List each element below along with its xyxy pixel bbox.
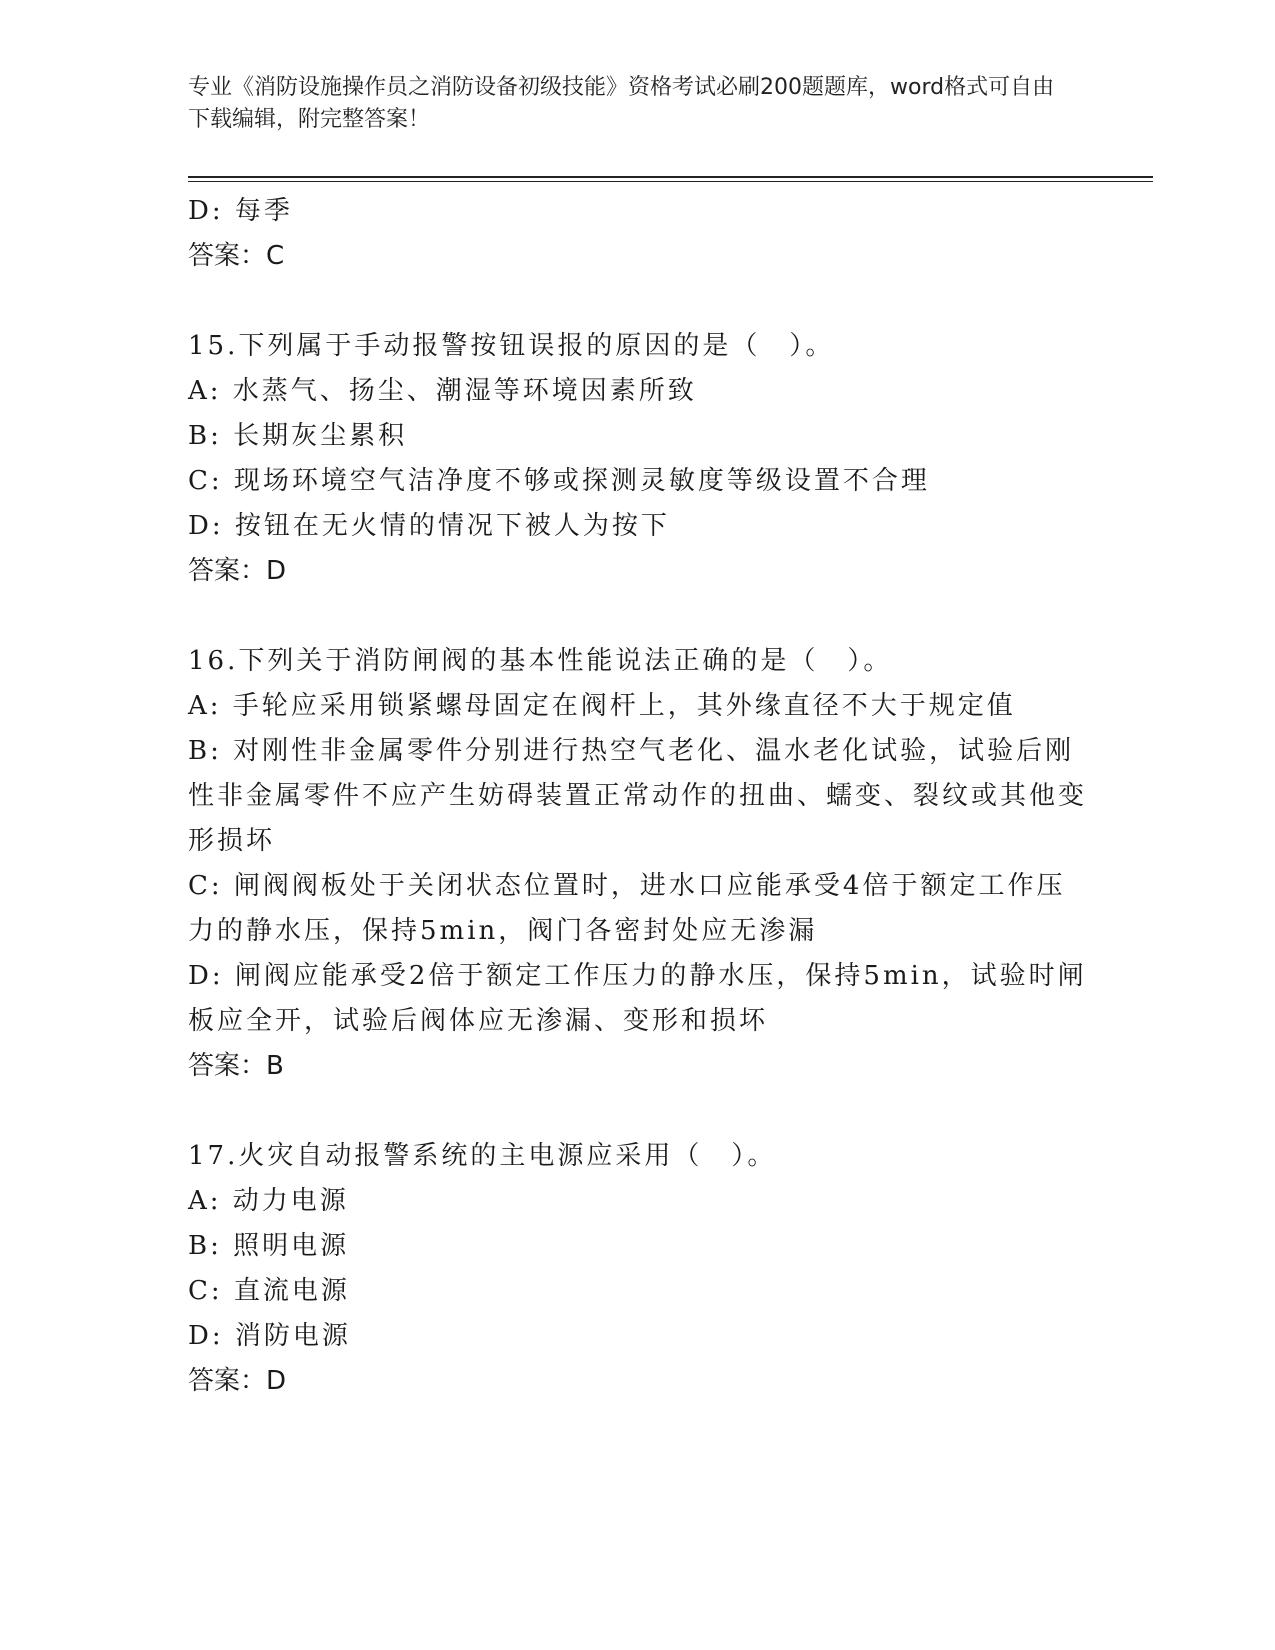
- option-c: C: 闸阀阀板处于关闭状态位置时，进水口应能承受4倍于额定工作压力的静水压，保持5min，阀门各密封处应无渗漏: [188, 871, 1066, 946]
- option-b: B: 长期灰尘累积: [188, 421, 408, 451]
- spacer: [188, 594, 1088, 639]
- option-a: A: 动力电源: [188, 1186, 349, 1216]
- answer: 答案：D: [188, 556, 287, 586]
- option-d: D: 消防电源: [188, 1321, 351, 1351]
- question-17: [188, 1134, 1088, 1404]
- option-d: D: 闸阀应能承受2倍于额定工作压力的静水压，保持5min，试验时闸板应全开，试验后阀体应无渗漏、变形和损坏: [188, 961, 1087, 1036]
- question-15: [188, 324, 1088, 594]
- option-c: C: 直流电源: [188, 1276, 350, 1306]
- option-d: D: 按钮在无火情的情况下被人为按下: [188, 511, 670, 541]
- answer: 答案：D: [188, 1366, 287, 1396]
- answer: 答案：B: [188, 1051, 284, 1081]
- option-a: A: 水蒸气、扬尘、潮湿等环境因素所致: [188, 376, 697, 406]
- question-stem: 17.火灾自动报警系统的主电源应采用（ ）。: [188, 1141, 777, 1171]
- option-d-continued: D: 每季: [188, 196, 293, 226]
- question-stem: 16.下列关于消防闸阀的基本性能说法正确的是（ ）。: [188, 646, 893, 676]
- option-b: B: 对刚性非金属零件分别进行热空气老化、温水老化试验，试验后刚性非金属零件不应产生妨碍装置正常动作的扭曲、蠕变、裂纹或其他变形损坏: [188, 736, 1088, 856]
- answer-continued: 答案：C: [188, 241, 285, 271]
- spacer: [188, 279, 1088, 324]
- spacer: [188, 1089, 1088, 1134]
- header-rule: [188, 176, 1153, 178]
- option-c: C: 现场环境空气洁净度不够或探测灵敏度等级设置不合理: [188, 466, 930, 496]
- question-16: [188, 639, 1088, 1089]
- question-stem: 15.下列属于手动报警按钮误报的原因的是（ ）。: [188, 331, 835, 361]
- option-b: B: 照明电源: [188, 1231, 350, 1261]
- header-rule-thin: [188, 181, 1153, 182]
- option-a: A: 手轮应采用锁紧螺母固定在阀杆上，其外缘直径不大于规定值: [188, 691, 1016, 721]
- question-content: [188, 189, 1088, 1404]
- page-header: 专业《消防设施操作员之消防设备初级技能》资格考试必刷200题题库，word格式可自由下载编辑，附完整答案！: [188, 75, 1055, 132]
